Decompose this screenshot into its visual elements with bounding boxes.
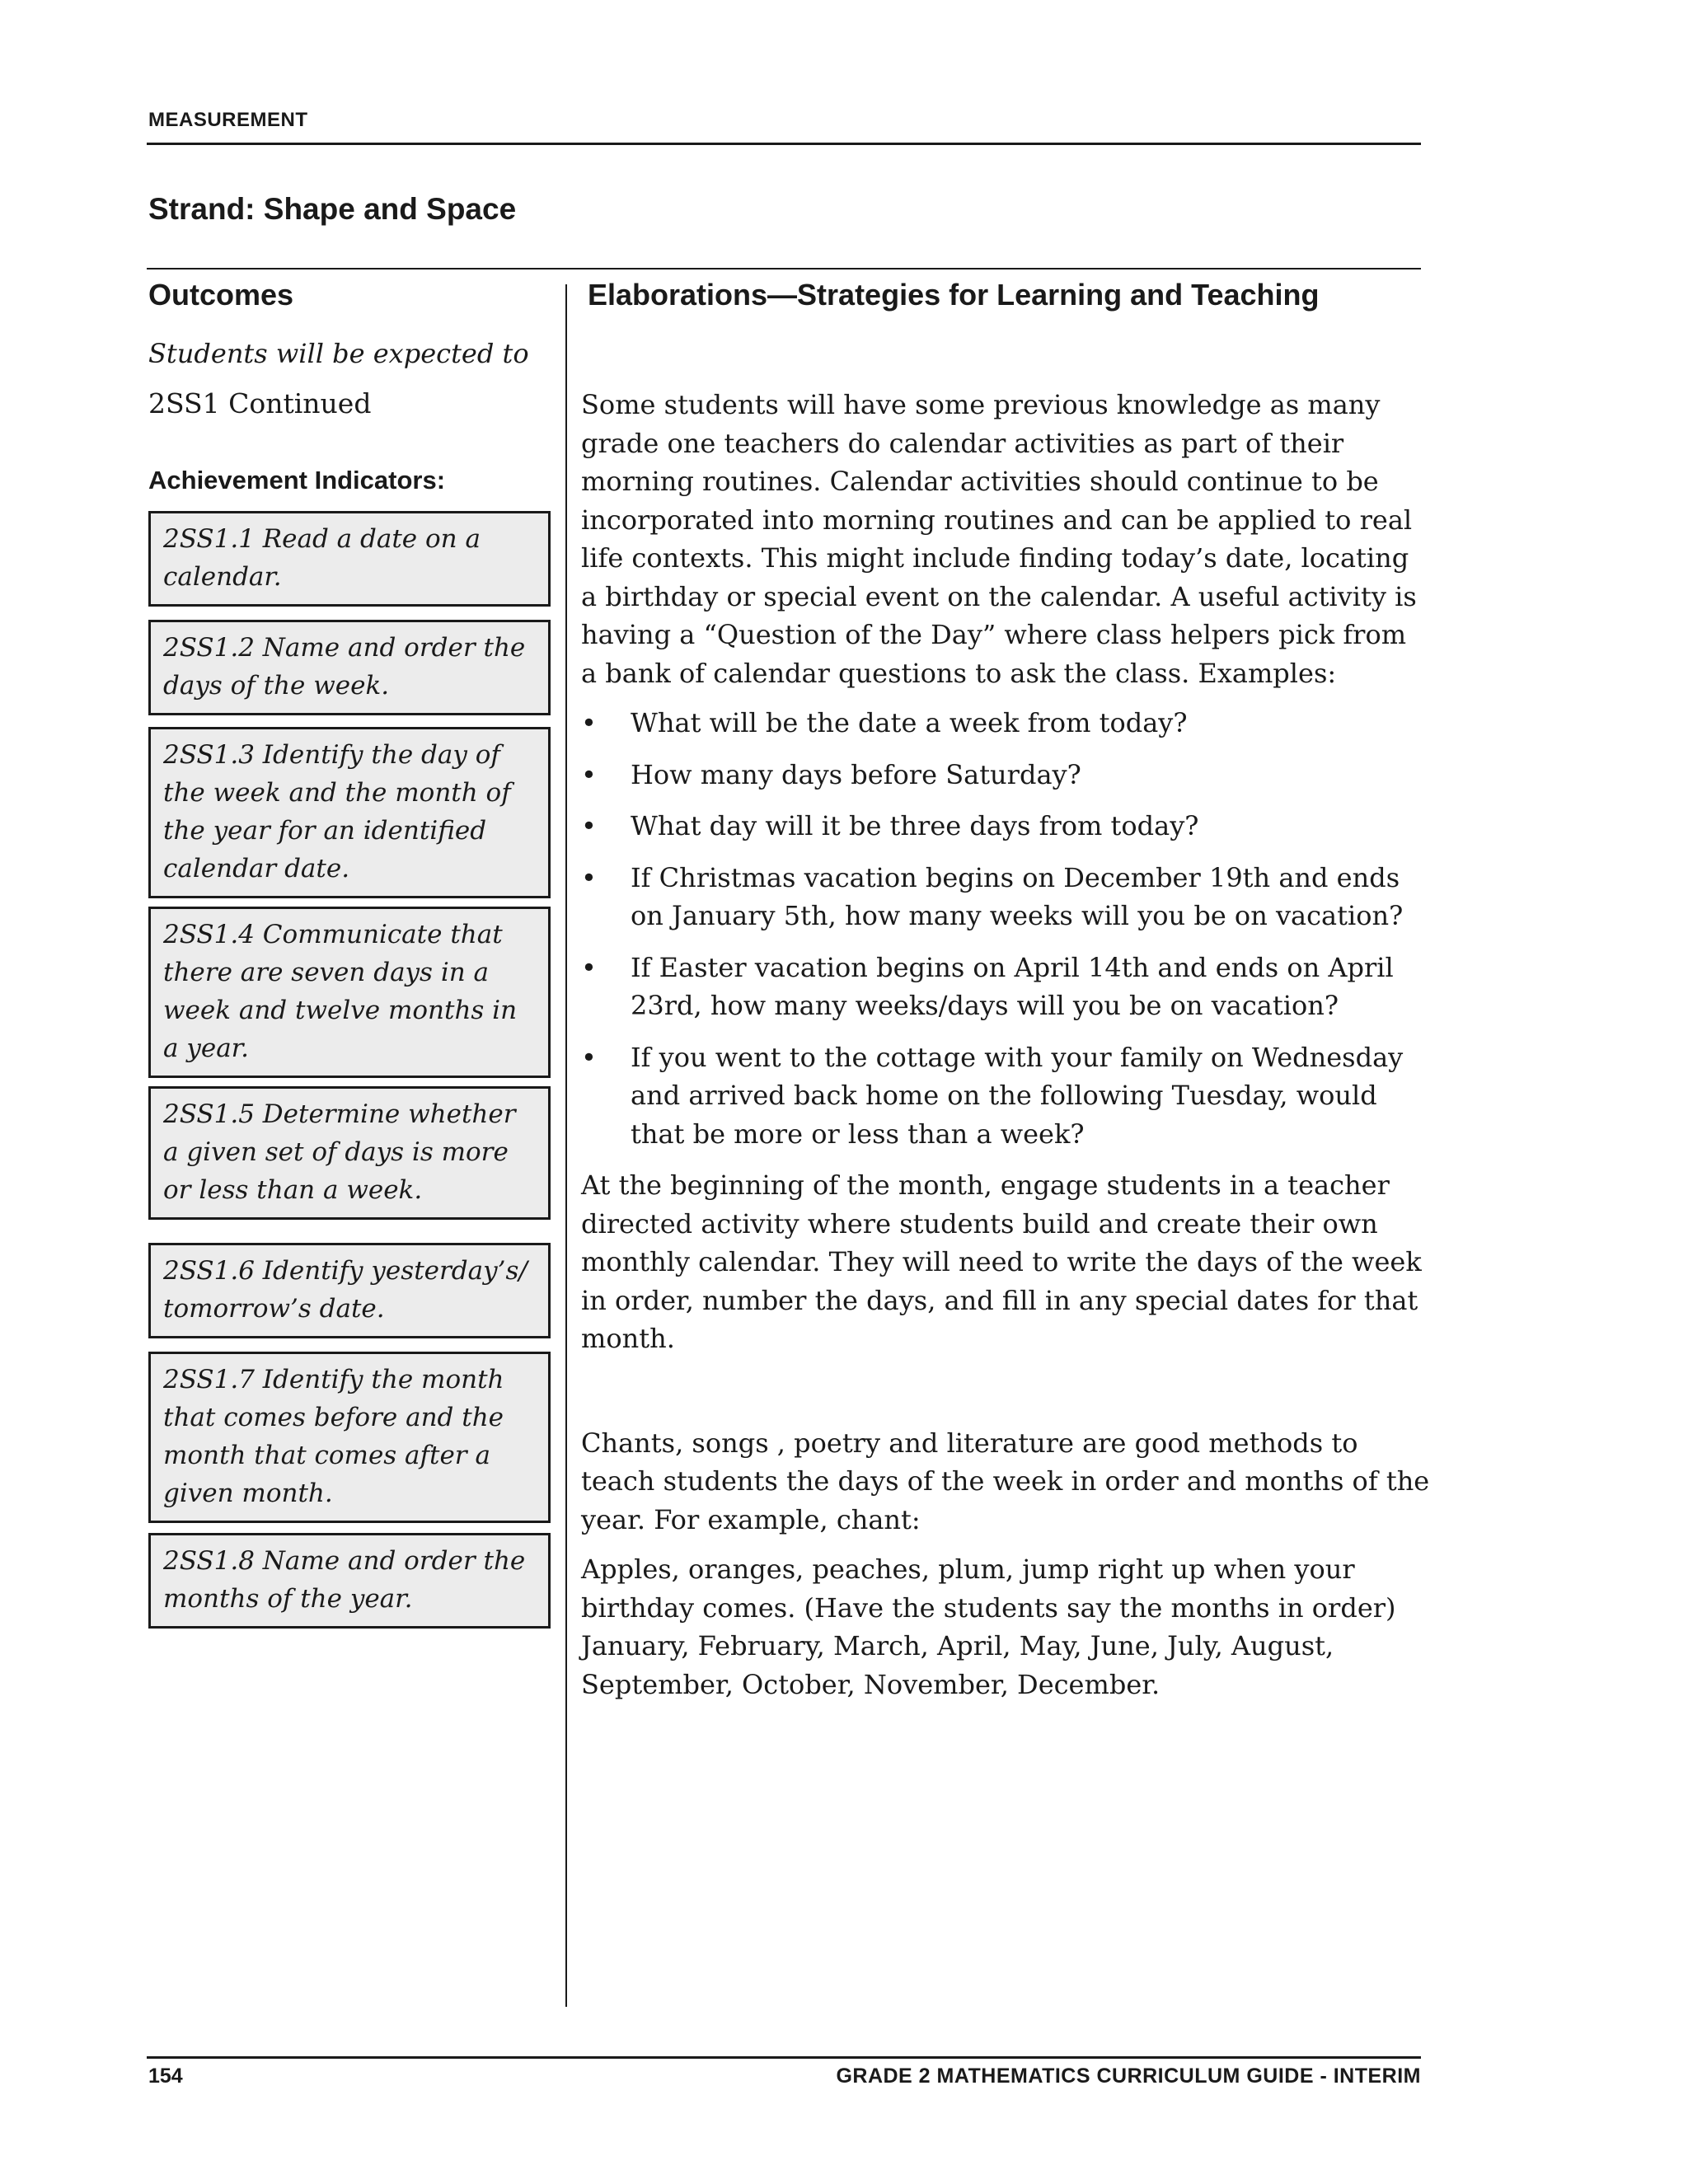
strand-title: Strand: Shape and Space: [148, 192, 517, 226]
intro-paragraph: Some students will have some previous knowledge as many grade one teachers do calendar activities as part of their morning routines. Calendar activities should continue to be incorporated into morning routines and can be applied to real life contexts. This might include finding today’s date, locating a birthday or special event on the calendar. A useful activity is having a “Question of the Day” where class helpers pick from a bank of calendar questions to ask the class. Examples:: [581, 389, 1417, 689]
page-number: 154: [148, 2064, 183, 2088]
bullet-icon: •: [581, 758, 597, 790]
elaborations-body: [581, 386, 1430, 1704]
indicator-box: 2SS1.8 Name and order the months of the year.: [148, 1533, 551, 1629]
indicator-box: 2SS1.4 Communicate that there are seven days in a week and twelve months in a year.: [148, 907, 551, 1078]
chant-text-paragraph: Apples, oranges, peaches, plum, jump right up when your birthday comes. (Have the students say the months in order) January, February, March, April, May, June, July, August, September, October, November, December.: [581, 1554, 1396, 1700]
bullet-icon: •: [581, 861, 597, 893]
question-text: What will be the date a week from today?: [631, 707, 1188, 738]
section-rule: [147, 268, 1421, 269]
expected-text: Students will be expected to: [148, 338, 529, 369]
calendar-activity-paragraph: At the beginning of the month, engage students in a teacher directed activity where students build and create their own monthly calendar. They will need to write the days of the week in order, number the days, and fill in any special dates for that month.: [581, 1169, 1422, 1354]
guide-title: GRADE 2 MATHEMATICS CURRICULUM GUIDE - INTERIM: [836, 2064, 1421, 2088]
question-text: How many days before Saturday?: [631, 758, 1081, 790]
list-item: [581, 859, 1430, 935]
footer-rule: [147, 2056, 1421, 2059]
indicator-box: 2SS1.2 Name and order the days of the week.: [148, 620, 551, 715]
question-text: If Easter vacation begins on April 14th and ends on April 23rd, how many weeks/days will you be on vacation?: [631, 951, 1394, 1021]
section-label: MEASUREMENT: [148, 109, 308, 131]
achievement-indicators-heading: Achievement Indicators:: [148, 466, 446, 494]
header-rule: [147, 143, 1421, 145]
question-text: If you went to the cottage with your family on Wednesday and arrived back home on the following Tuesday, would that be more or less than a week?: [631, 1041, 1404, 1150]
indicator-box: 2SS1.3 Identify the day of the week and the month of the year for an identified calendar date.: [148, 727, 551, 898]
bullet-icon: •: [581, 810, 597, 841]
elaborations-heading: Elaborations—Strategies for Learning and Teaching: [588, 278, 1320, 312]
list-item: [581, 807, 1430, 846]
bullet-icon: •: [581, 1041, 597, 1073]
question-text: If Christmas vacation begins on December 19th and ends on January 5th, how many weeks will you be on vacation?: [631, 861, 1404, 931]
bullet-icon: •: [581, 951, 597, 983]
indicator-box: 2SS1.6 Identify yesterday’s/ tomorrow’s date.: [148, 1243, 551, 1338]
list-item: [581, 704, 1430, 743]
indicator-box: 2SS1.1 Read a date on a calendar.: [148, 511, 551, 607]
indicator-box: 2SS1.5 Determine whether a given set of days is more or less than a week.: [148, 1086, 551, 1220]
list-item: [581, 756, 1430, 794]
list-item: [581, 1038, 1430, 1154]
bullet-icon: •: [581, 707, 597, 738]
indicator-box: 2SS1.7 Identify the month that comes before and the month that comes after a given month.: [148, 1352, 551, 1523]
outcomes-heading: Outcomes: [148, 278, 294, 312]
list-item: [581, 949, 1430, 1025]
column-divider: [565, 284, 567, 2007]
question-list: [581, 704, 1430, 1153]
outcome-continued: 2SS1 Continued: [148, 387, 372, 419]
question-text: What day will it be three days from today?: [631, 810, 1199, 841]
chants-paragraph: Chants, songs , poetry and literature are good methods to teach students the days of the week in order and months of the year. For example, chant:: [581, 1427, 1430, 1535]
